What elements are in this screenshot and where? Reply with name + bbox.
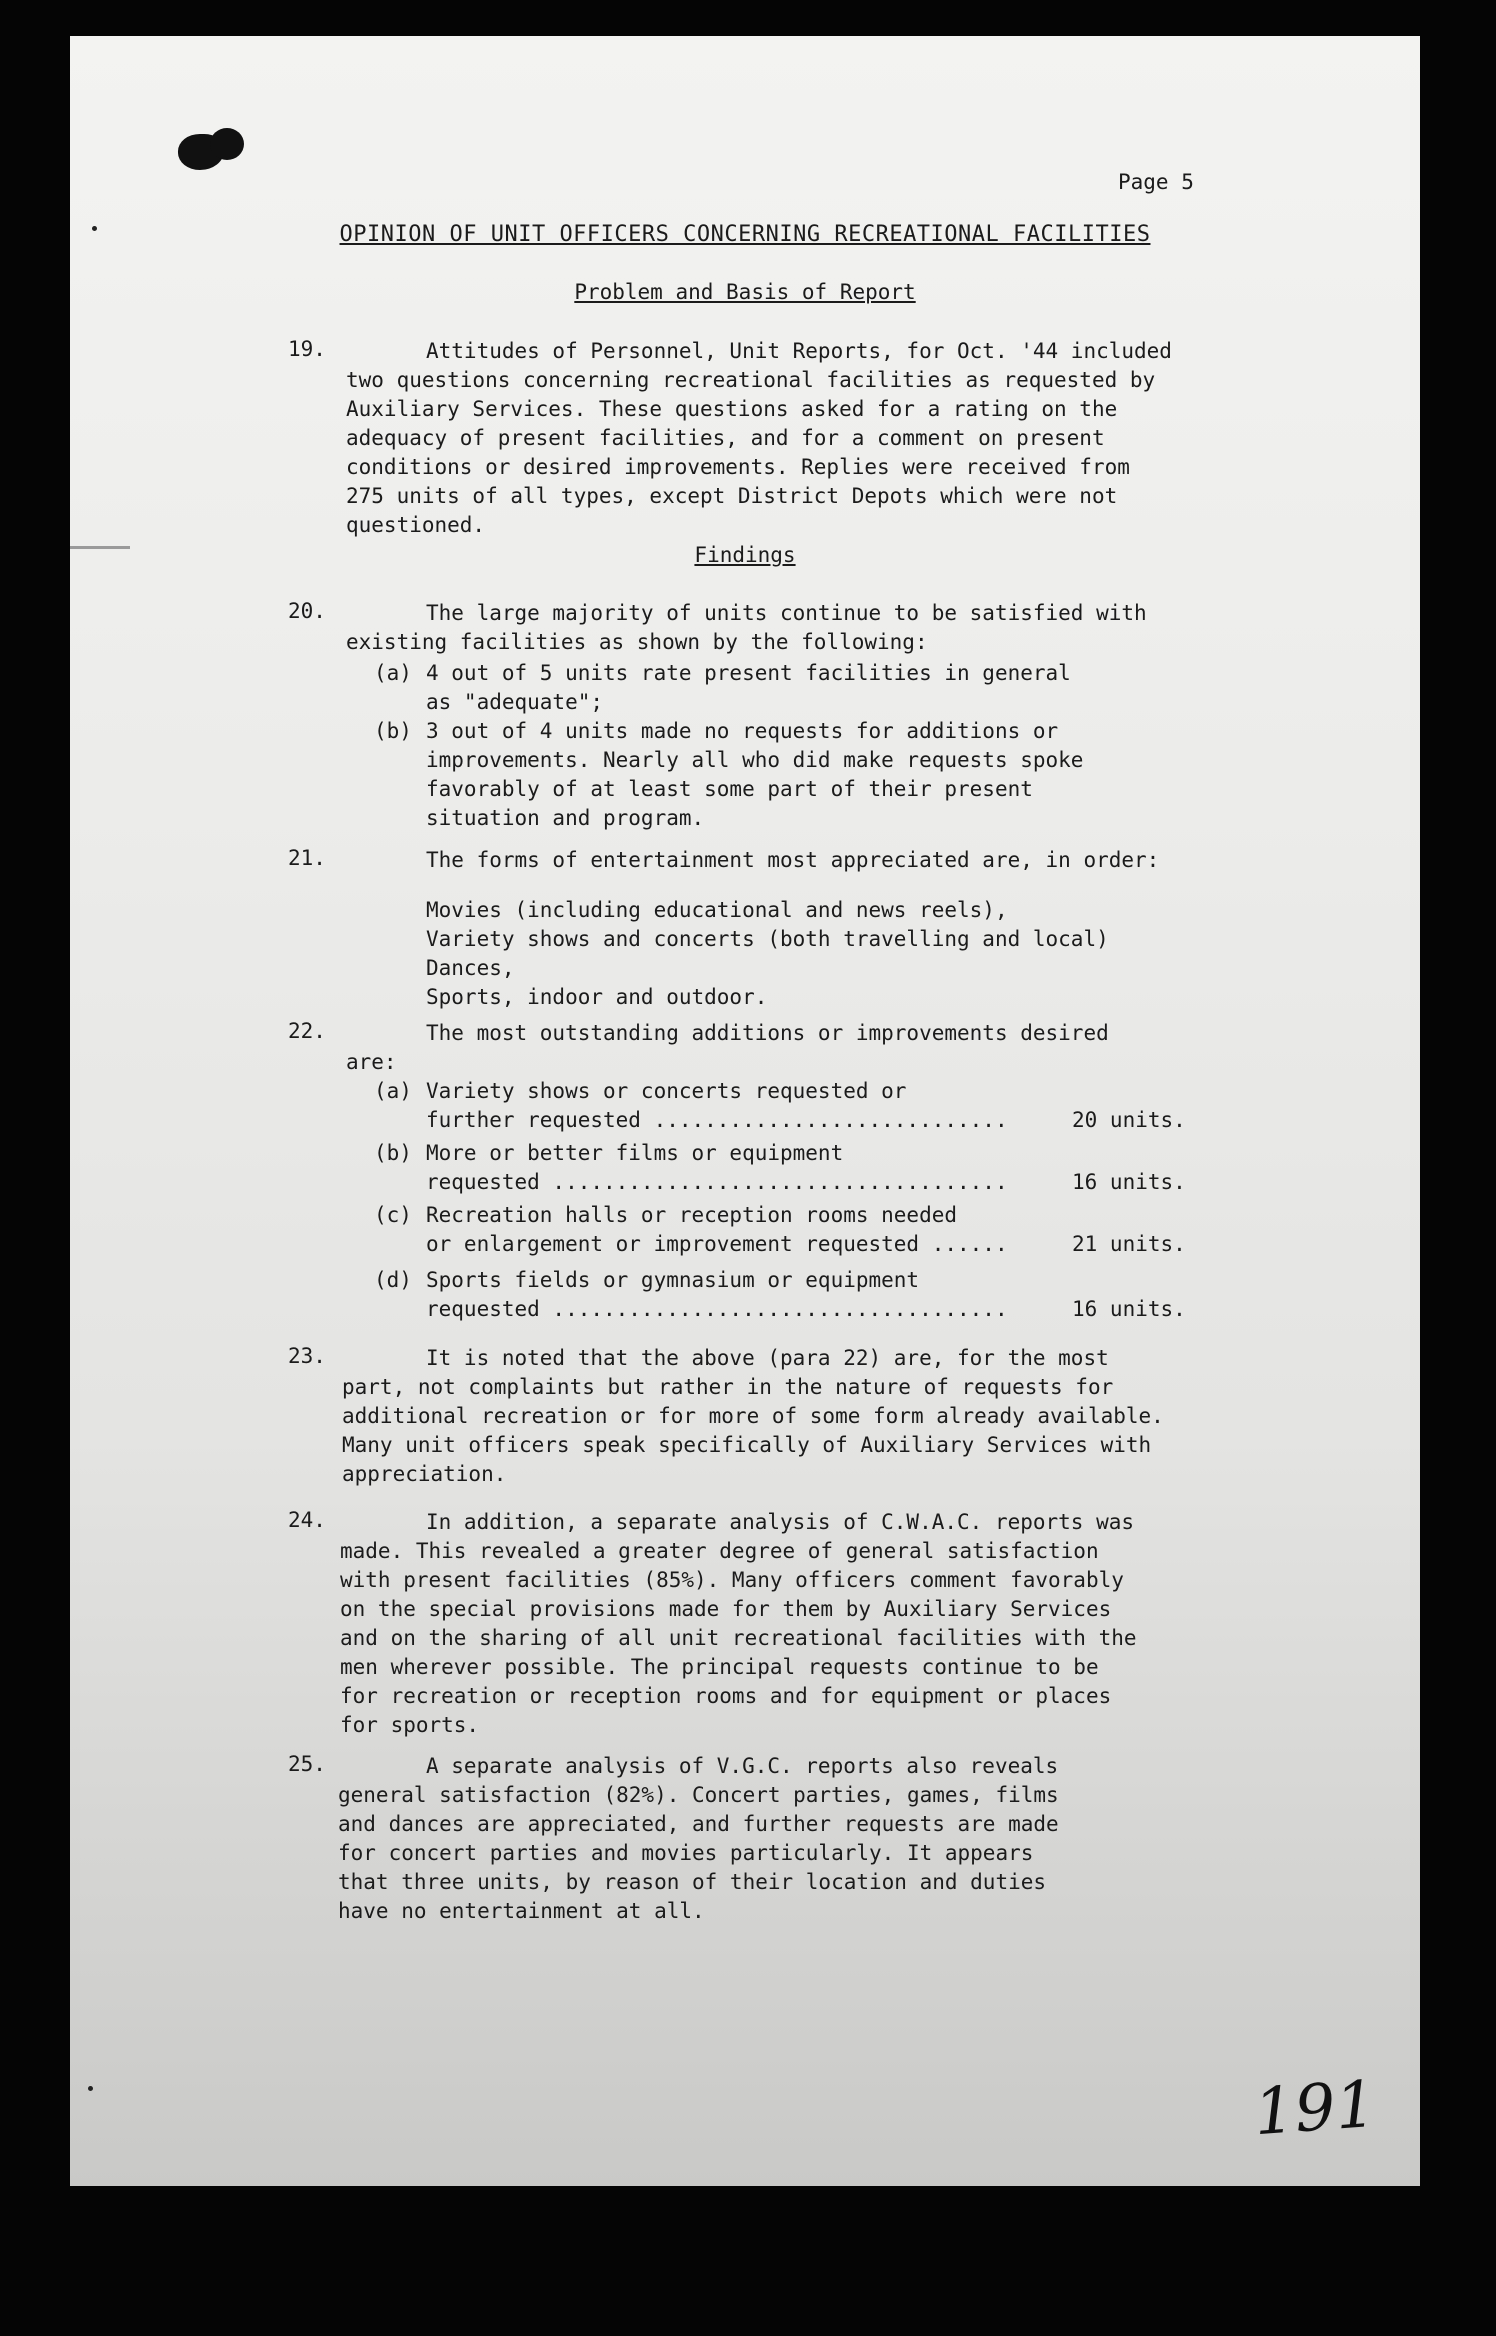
- text-line: The forms of entertainment most appreciated are, in order:: [426, 848, 1160, 872]
- text-line: favorably of at least some part of their present: [426, 777, 1033, 801]
- text-line: for recreation or reception rooms and for equipment or places: [340, 1684, 1112, 1708]
- para-number: 23.: [288, 1344, 326, 1368]
- text-line: made. This revealed a greater degree of general satisfaction: [340, 1539, 1099, 1563]
- request-count: 16 units.: [1072, 1170, 1186, 1194]
- text-line: additional recreation or for more of some form already available.: [342, 1404, 1164, 1428]
- text-line: The large majority of units continue to be satisfied with: [426, 601, 1147, 625]
- text-line: existing facilities as shown by the following:: [346, 630, 928, 654]
- text-line: are:: [346, 1050, 397, 1074]
- list-item-a-text: [426, 659, 1071, 717]
- para-number: 24.: [288, 1508, 326, 1532]
- request-count: 20 units.: [1072, 1108, 1186, 1132]
- request-item-b: [374, 1139, 412, 1168]
- list-item-b: [374, 717, 412, 746]
- text-line: Auxiliary Services. These questions asked for a rating on the: [346, 397, 1118, 421]
- text-line: Many unit officers speak specifically of Auxiliary Services with: [342, 1433, 1152, 1457]
- page-title: OPINION OF UNIT OFFICERS CONCERNING RECREATIONAL FACILITIES: [339, 222, 1151, 247]
- text-line: general satisfaction (82%). Concert parties, games, films: [338, 1783, 1059, 1807]
- speck: [88, 2086, 93, 2091]
- text-line: improvements. Nearly all who did make requests spoke: [426, 748, 1084, 772]
- request-item-c-line1: Recreation halls or reception rooms needed: [426, 1203, 958, 1227]
- text-line: men wherever possible. The principal requests continue to be: [340, 1655, 1099, 1679]
- text-line: adequacy of present facilities, and for a comment on present: [346, 426, 1105, 450]
- text-line: and dances are appreciated, and further requests are made: [338, 1812, 1059, 1836]
- text-line: questioned.: [346, 513, 486, 537]
- request-item-d-line2: requested ....................................: [426, 1297, 1008, 1321]
- text-line: that three units, by reason of their location and duties: [338, 1870, 1047, 1894]
- text-line: for concert parties and movies particularly. It appears: [338, 1841, 1034, 1865]
- text-line: and on the sharing of all unit recreational facilities with the: [340, 1626, 1137, 1650]
- text-line: It is noted that the above (para 22) are, for the most: [426, 1346, 1109, 1370]
- para-number: 19.: [288, 337, 326, 361]
- list-line: Movies (including educational and news reels),: [426, 898, 1008, 922]
- request-item-a-line1: Variety shows or concerts requested or: [426, 1079, 907, 1103]
- request-item-b-line1: More or better films or equipment: [426, 1141, 844, 1165]
- text-line: have no entertainment at all.: [338, 1899, 705, 1923]
- request-count: 21 units.: [1072, 1232, 1186, 1256]
- item-label: (b): [374, 719, 412, 743]
- request-item-a: [374, 1077, 412, 1106]
- item-label: (a): [374, 1079, 412, 1103]
- list-item-a: [374, 659, 412, 688]
- text-line: part, not complaints but rather in the nature of requests for: [342, 1375, 1114, 1399]
- text-line: 275 units of all types, except District Depots which were not: [346, 484, 1118, 508]
- para-number: 25.: [288, 1752, 326, 1776]
- paragraph-19: [346, 337, 1172, 540]
- paragraph-21: [426, 846, 1159, 875]
- para-number: 22.: [288, 1019, 326, 1043]
- text-line: two questions concerning recreational facilities as requested by: [346, 368, 1156, 392]
- text-line: 4 out of 5 units rate present facilities in general: [426, 661, 1071, 685]
- request-item-a-line2: further requested ............................: [426, 1108, 1008, 1132]
- paragraph-20: [346, 599, 1147, 657]
- text-line: 3 out of 4 units made no requests for additions or: [426, 719, 1059, 743]
- page-number: Page 5: [1118, 170, 1194, 194]
- para-number: 21.: [288, 846, 326, 870]
- text-line: conditions or desired improvements. Replies were received from: [346, 455, 1130, 479]
- item-label: (b): [374, 1141, 412, 1165]
- item-label: (d): [374, 1268, 412, 1292]
- text-line: appreciation.: [342, 1462, 507, 1486]
- text-line: for sports.: [340, 1713, 480, 1737]
- paragraph-25: [338, 1752, 1059, 1926]
- paragraph-24: [340, 1508, 1137, 1740]
- text-line: The most outstanding additions or improvements desired: [426, 1021, 1109, 1045]
- handwritten-page-number: 191: [1251, 2067, 1379, 2151]
- item-label: (a): [374, 661, 412, 685]
- entertainment-list: [426, 896, 1109, 1012]
- request-item-b-line2: requested ....................................: [426, 1170, 1008, 1194]
- text-line: as "adequate";: [426, 690, 604, 714]
- para-number: 20.: [288, 599, 326, 623]
- request-item-c-line2: or enlargement or improvement requested ......: [426, 1232, 1008, 1256]
- request-count: 16 units.: [1072, 1297, 1186, 1321]
- document-page: [70, 36, 1420, 2186]
- list-line: Dances,: [426, 956, 515, 980]
- list-line: Sports, indoor and outdoor.: [426, 985, 768, 1009]
- item-label: (c): [374, 1203, 412, 1227]
- paragraph-22: [346, 1019, 1109, 1077]
- text-line: situation and program.: [426, 806, 705, 830]
- request-item-c: [374, 1201, 412, 1230]
- list-item-b-text: [426, 717, 1083, 833]
- ink-blot: [210, 128, 244, 160]
- paragraph-23: [342, 1344, 1164, 1489]
- list-line: Variety shows and concerts (both travelling and local): [426, 927, 1109, 951]
- text-line: Attitudes of Personnel, Unit Reports, for Oct. '44 included: [426, 339, 1172, 363]
- text-line: A separate analysis of V.G.C. reports also reveals: [426, 1754, 1059, 1778]
- text-line: with present facilities (85%). Many officers comment favorably: [340, 1568, 1124, 1592]
- section-heading-findings: Findings: [694, 543, 796, 567]
- section-heading-problem: Problem and Basis of Report: [574, 280, 916, 304]
- text-line: In addition, a separate analysis of C.W.A.C. reports was: [426, 1510, 1135, 1534]
- request-item-d-line1: Sports fields or gymnasium or equipment: [426, 1268, 920, 1292]
- text-line: on the special provisions made for them by Auxiliary Services: [340, 1597, 1112, 1621]
- request-item-d: [374, 1266, 412, 1295]
